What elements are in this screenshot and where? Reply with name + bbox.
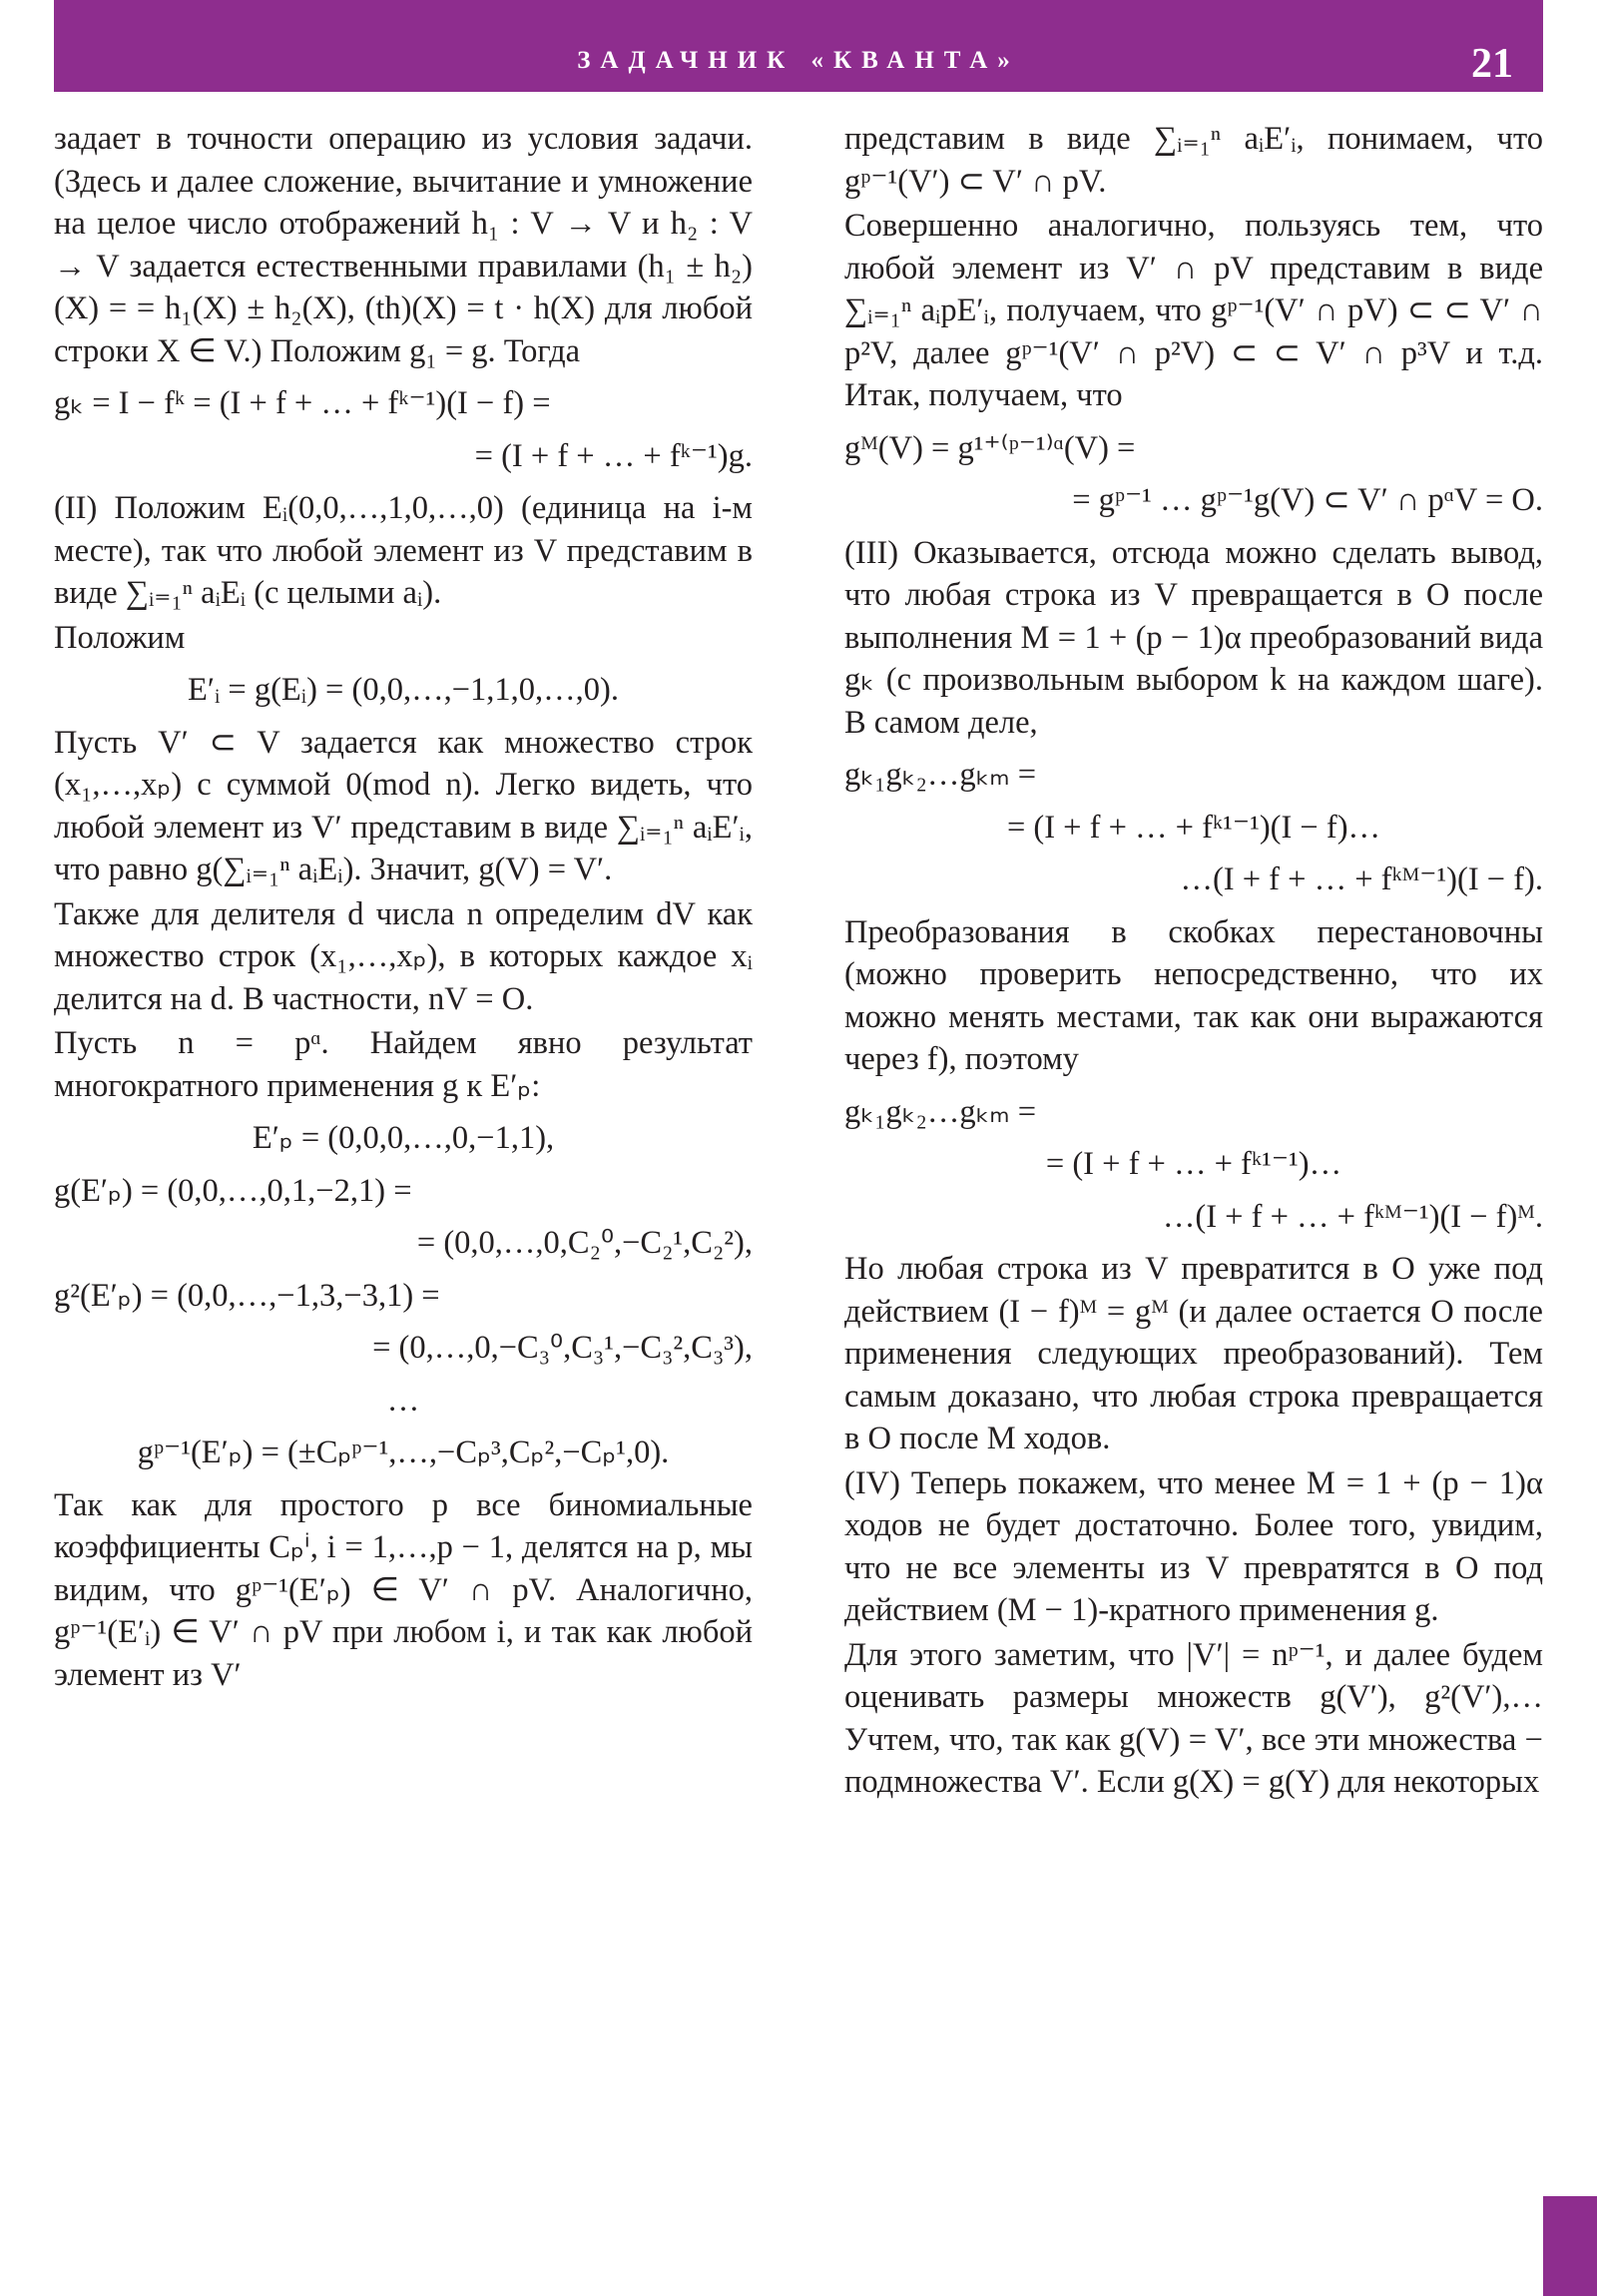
formula: …(I + f + … + fᵏᴹ⁻¹)(I − f). bbox=[1180, 861, 1543, 897]
paragraph: (III) Оказывается, отсюда можно сделать вывод, что любая строка из V превращается в O после выполнения M = 1 + (p − 1)α преобразований вида gₖ (с произвольным выбором k на каждом шаге). В самом деле, bbox=[844, 534, 1543, 741]
running-title: ЗАДАЧНИК «КВАНТА» bbox=[577, 47, 1020, 74]
formula: gₖ₁gₖ₂…gₖₘ = bbox=[844, 757, 1037, 793]
paragraph: задает в точности операцию из условия задачи. (Здесь и далее сложение, вычитание и умножение на целое число отображений h₁ : V → V и h₂ : V → V задается естественными правилами (h₁ ± h₂)(X) = = h₁(X) ± h₂(X), (th)(X) = t · h(X) для любой строки X ∈ V.) Положим g₁ = g. Тогда bbox=[54, 121, 753, 369]
paragraph: Но любая строка из V превратится в O уже под действием (I − f)ᴹ = gᴹ (и далее остается O после применения следующих преобразований). Тем самым доказано, что любая строка превращается в O после M ходов. bbox=[844, 1251, 1543, 1456]
formula: gᵖ⁻¹(E′ₚ) = (±Cₚᵖ⁻¹,…,−Cₚ³,Cₚ²,−Cₚ¹,0). bbox=[137, 1435, 670, 1470]
formula: …(I + f + … + fᵏᴹ⁻¹)(I − f)ᴹ. bbox=[1162, 1198, 1543, 1235]
formula: E′ₚ = (0,0,0,…,0,−1,1), bbox=[252, 1120, 555, 1156]
formula: = gᵖ⁻¹ … gᵖ⁻¹g(V) ⊂ V′ ∩ pᵅV = O. bbox=[1072, 482, 1543, 518]
paragraph: Также для делителя d числа n определим dV как множество строк (x₁,…,xₚ), в которых каждое xᵢ делится на d. В частности, nV = O. bbox=[54, 895, 753, 1017]
paragraph: (II) Положим Eᵢ(0,0,…,1,0,…,0) (единица на i-м месте), так что любой элемент из V представим в виде ∑ᵢ₌₁ⁿ aᵢEᵢ (с целыми aᵢ). bbox=[54, 490, 753, 611]
corner-decoration bbox=[1543, 2196, 1597, 2296]
formula: = (I + f + … + fᵏ¹⁻¹)(I − f)… bbox=[1006, 809, 1381, 846]
page-number: 21 bbox=[1471, 41, 1513, 87]
formula: = (0,0,…,0,C₂⁰,−C₂¹,C₂²), bbox=[416, 1225, 753, 1261]
ellipsis: … bbox=[386, 1382, 420, 1419]
formula: = (0,…,0,−C₃⁰,C₃¹,−C₃²,C₃³), bbox=[372, 1330, 753, 1366]
formula: gₖ = I − fᵏ = (I + f + … + fᵏ⁻¹)(I − f) = bbox=[54, 385, 551, 421]
formula: E′ᵢ = g(Eᵢ) = (0,0,…,−1,1,0,…,0). bbox=[188, 672, 619, 708]
paragraph: Для этого заметим, что |V′| = nᵖ⁻¹, и далее будем оценивать размеры множеств g(V′), g²(V′),… Учтем, что, так как g(V) = V′, все эти множества − подмножества V′. Если g(X) = g(Y) для некоторых bbox=[844, 1636, 1543, 1800]
paragraph: (IV) Теперь покажем, что менее M = 1 + (p − 1)α ходов не будет достаточно. Более того, увидим, что не все элементы из V превратятся в O под действием (M − 1)-кратного применения g. bbox=[844, 1464, 1543, 1628]
paragraph: Пусть V′ ⊂ V задается как множество строк (x₁,…,xₚ) с суммой 0(mod n). Легко видеть, что любой элемент из V′ представим в виде ∑ᵢ₌₁ⁿ aᵢE′ᵢ, что равно g(∑ᵢ₌₁ⁿ aᵢEᵢ). Значит, g(V) = V′. bbox=[54, 724, 753, 887]
paragraph: представим в виде ∑ᵢ₌₁ⁿ aᵢE′ᵢ, понимаем, что gᵖ⁻¹(V′) ⊂ V′ ∩ pV. bbox=[844, 121, 1543, 200]
formula: gₖ₁gₖ₂…gₖₘ = bbox=[844, 1093, 1037, 1130]
paragraph: Преобразования в скобках перестановочны (можно проверить непосредственно, что их можно менять местами, так как они выражаются через f), поэтому bbox=[844, 913, 1543, 1077]
paragraph: Положим bbox=[54, 619, 186, 656]
formula: = (I + f + … + fᵏ¹⁻¹)… bbox=[1045, 1146, 1342, 1182]
right-column bbox=[844, 118, 1543, 1806]
paragraph: Так как для простого p все биномиальные коэффициенты Cₚⁱ, i = 1,…,p − 1, делятся на p, мы видим, что gᵖ⁻¹(E′ₚ) ∈ V′ ∩ pV. Аналогично, gᵖ⁻¹(E′ᵢ) ∈ V′ ∩ pV при любом i, и так как любой элемент из V′ bbox=[54, 1486, 753, 1693]
formula: gᴹ(V) = g¹⁺⁽ᵖ⁻¹⁾ᵅ(V) = bbox=[844, 429, 1136, 466]
formula: g²(E′ₚ) = (0,0,…,−1,3,−3,1) = bbox=[54, 1277, 440, 1314]
paragraph: Пусть n = pᵅ. Найдем явно результат многократного применения g к E′ₚ: bbox=[54, 1025, 753, 1104]
formula: g(E′ₚ) = (0,0,…,0,1,−2,1) = bbox=[54, 1172, 412, 1209]
left-column bbox=[54, 118, 753, 1698]
paragraph: Совершенно аналогично, пользуясь тем, что любой элемент из V′ ∩ pV представим в виде ∑ᵢ₌₁ⁿ aᵢpE′ᵢ, получаем, что gᵖ⁻¹(V′ ∩ pV) ⊂ ⊂ V′ ∩ p²V, далее gᵖ⁻¹(V′ ∩ p²V) ⊂ ⊂ V′ ∩ p³V и т.д. Итак, получаем, что bbox=[844, 208, 1543, 413]
page-header bbox=[54, 0, 1543, 92]
formula: = (I + f + … + fᵏ⁻¹)g. bbox=[474, 437, 753, 474]
